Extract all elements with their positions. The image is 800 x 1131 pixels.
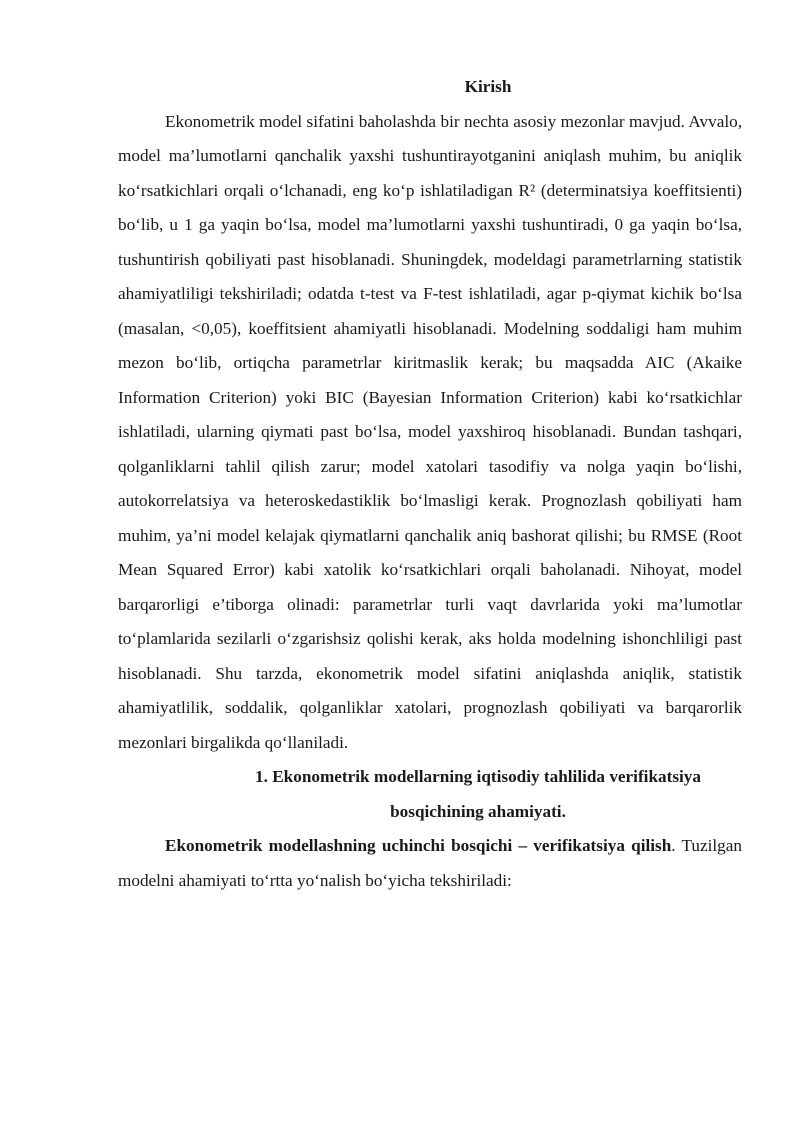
section-lead-bold: Ekonometrik modellashning uchinchi bosqichi – verifikatsiya qilish	[165, 836, 672, 855]
document-title: Kirish	[464, 77, 512, 96]
document-page	[118, 70, 742, 898]
section-heading: 1. Ekonometrik modellarning iqtisodiy tahlilida verifikatsiya bosqichining ahamiyati.	[255, 767, 701, 821]
section-paragraph	[118, 829, 742, 898]
section-lead-rest: . Tuzilgan modelni ahamiyati to‘rtta yo‘nalish bo‘yicha tekshiriladi:	[118, 836, 742, 890]
intro-paragraph: Ekonometrik model sifatini baholashda bir nechta asosiy mezonlar mavjud. Avvalo, model ma’lumotlarni qanchalik yaxshi tushuntirayotganini aniqlash muhim, bu aniqlik ko‘rsatkichlari orqali o‘lchanadi, eng ko‘p ishlatiladigan R² (determinatsiya koeffitsienti) bo‘lib, u 1 ga yaqin bo‘lsa, model ma’lumotlarni yaxshi tushuntiradi, 0 ga yaqin bo‘lsa, tushuntirish qobiliyati past hisoblanadi. Shuningdek, modeldagi parametrlarning statistik ahamiyatliligi tekshiriladi; odatda t-test va F-test ishlatiladi, agar p-qiymat kichik bo‘lsa (masalan, <0,05), koeffitsient ahamiyatli hisoblanadi. Modelning soddaligi ham muhim mezon bo‘lib, ortiqcha parametrlar kiritmaslik kerak; bu maqsadda AIC (Akaike Information Criterion) yoki BIC (Bayesian Information Criterion) kabi ko‘rsatkichlar ishlatiladi, ularning qiymati past bo‘lsa, model yaxshiroq hisoblanadi. Bundan tashqari, qolganliklarni tahlil qilish zarur; model xatolari tasodifiy va nolga yaqin bo‘lishi, autokorrelatsiya va heteroskedastiklik bo‘lmasligi kerak. Prognozlash qobiliyati ham muhim, ya’ni model kelajak qiymatlarni qanchalik aniq bashorat qilishi; bu RMSE (Root Mean Squared Error) kabi xatolik ko‘rsatkichlari orqali baholanadi. Nihoyat, model barqarorligi e’tiborga olinadi: parametrlar turli vaqt davrlarida yoki ma’lumotlar to‘plamlarida sezilarli o‘zgarishsiz qolishi kerak, aks holda modelning ishonchliligi past hisoblanadi. Shu tarzda, ekonometrik model sifatini aniqlashda aniqlik, statistik ahamiyatlilik, soddalik, qolganliklar xatolari, prognozlash qobiliyati va barqarorlik mezonlari birgalikda qo‘llaniladi.	[118, 111, 742, 752]
